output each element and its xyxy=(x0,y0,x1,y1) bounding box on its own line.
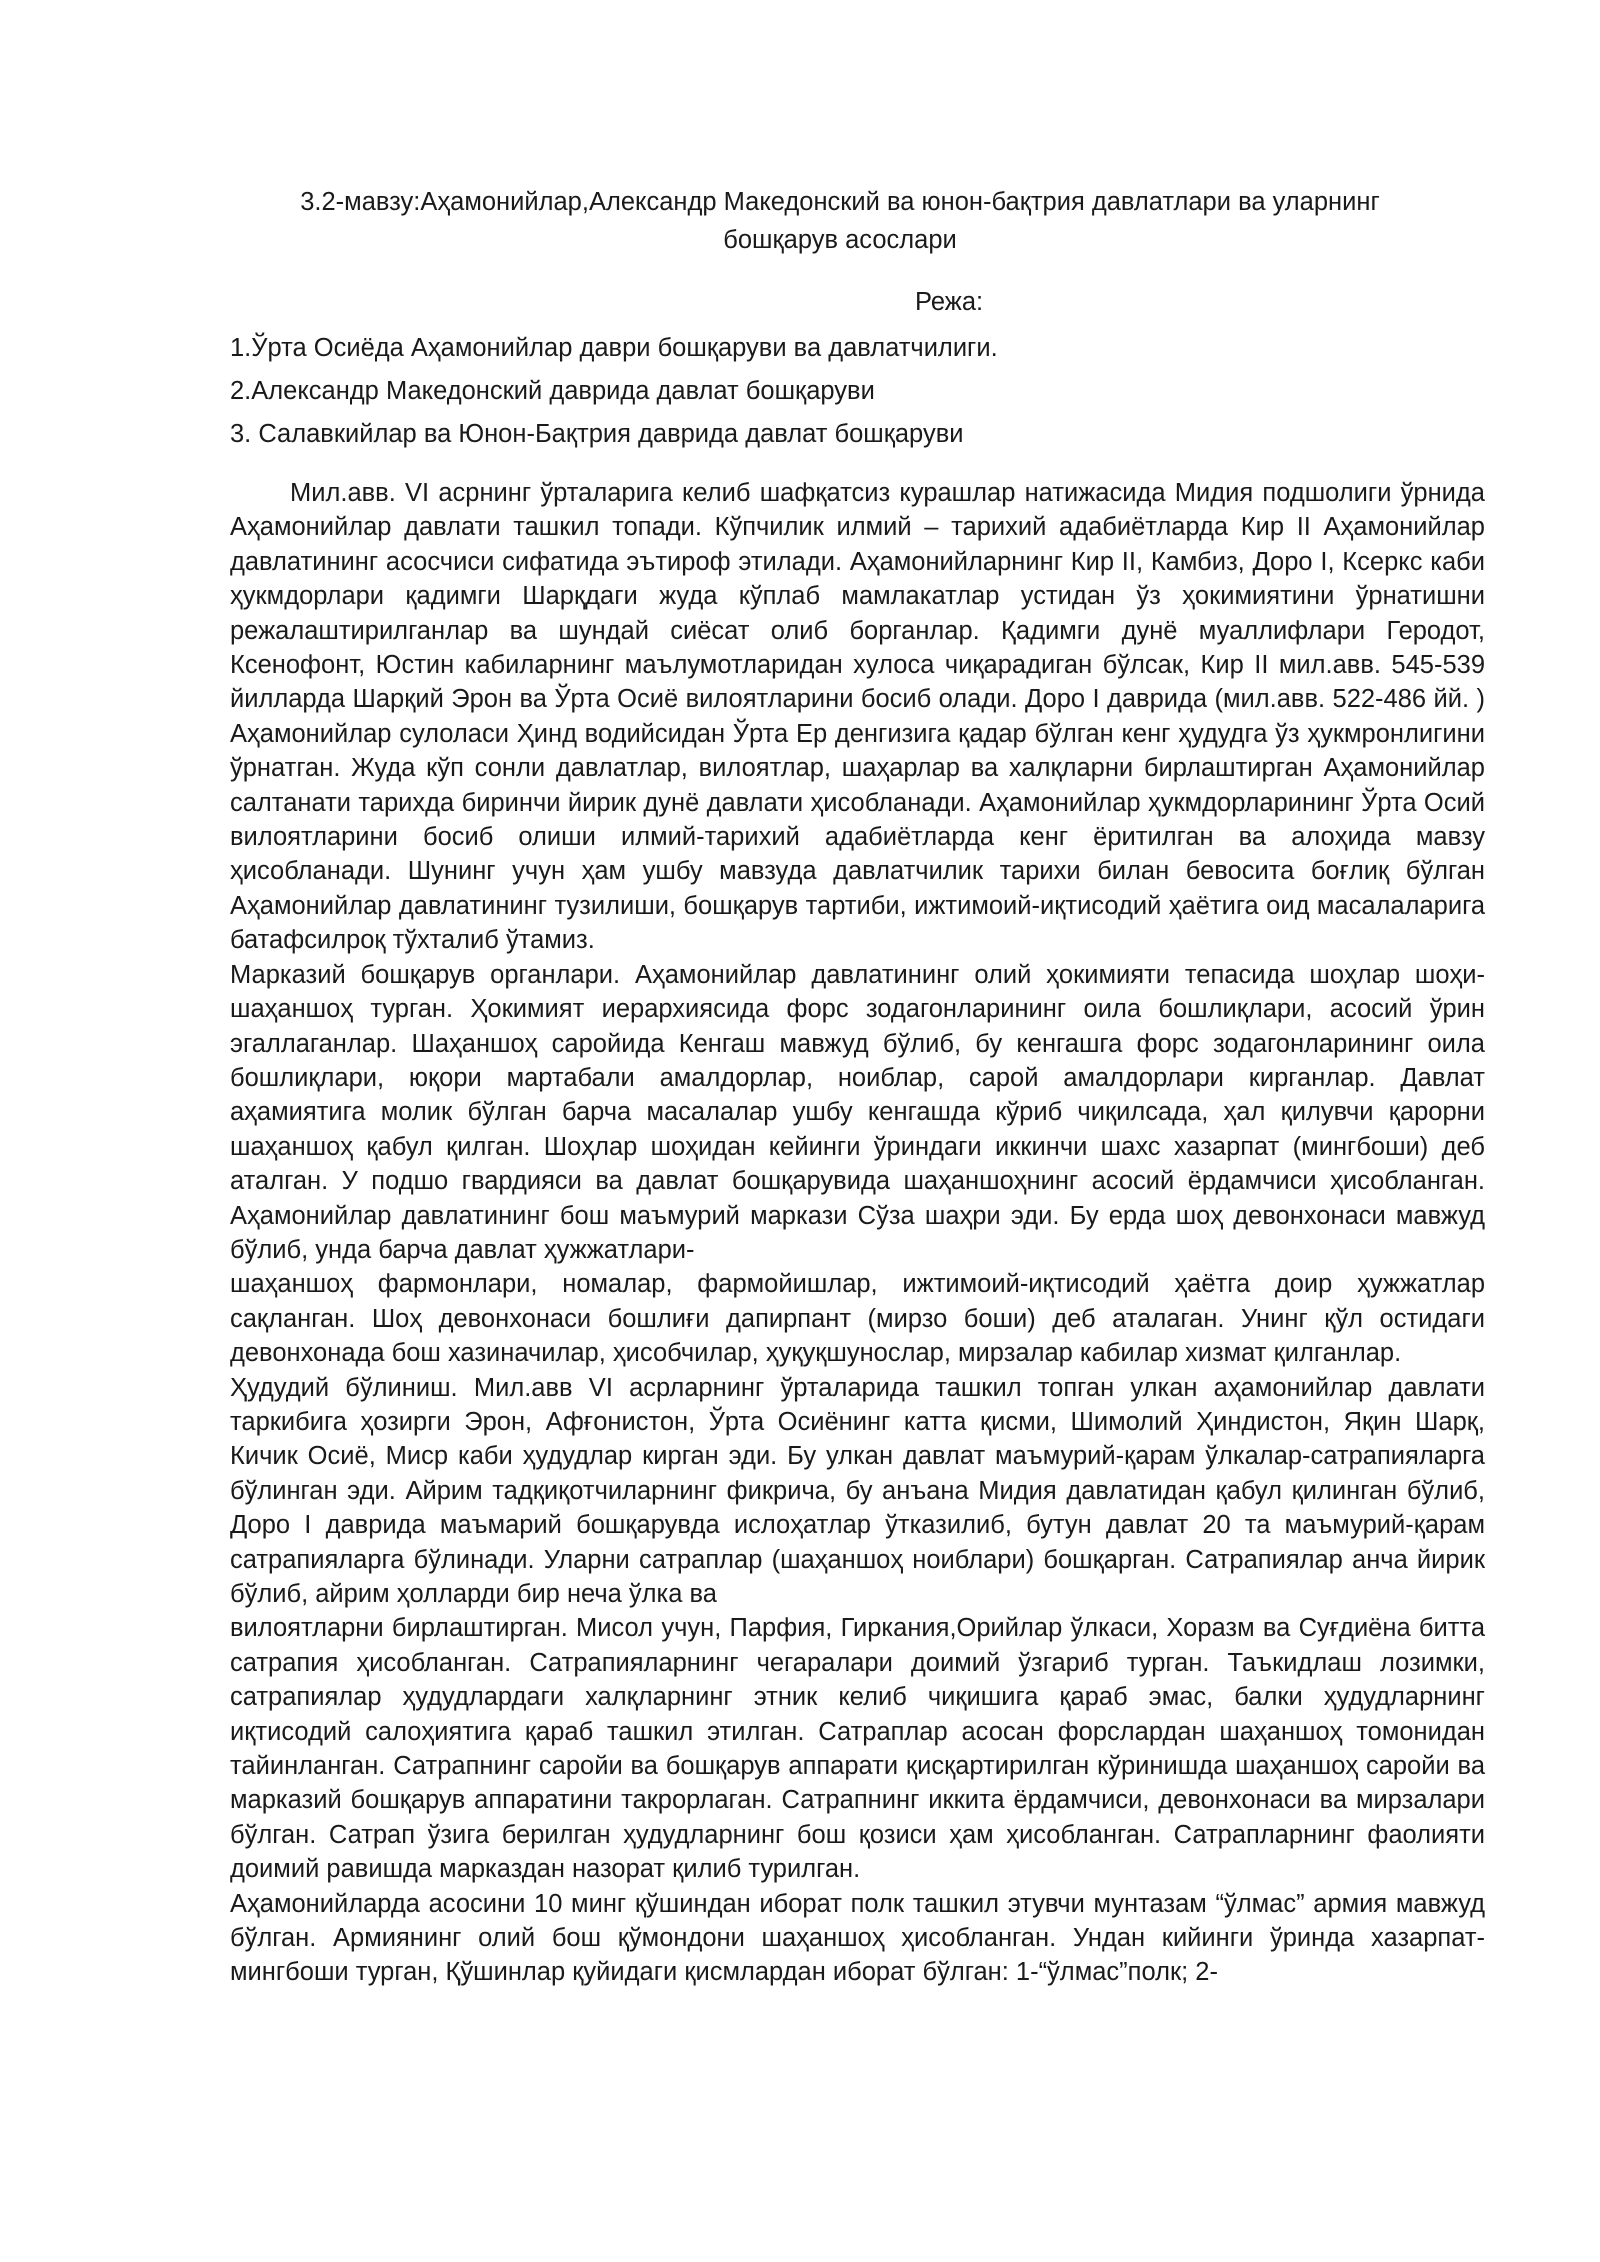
paragraph-army: Аҳамонийларда асосини 10 минг қўшиндан иборат полк ташкил этувчи мунтазам “ўлмас” армия мавжуд бўлган. Армиянинг олий бош қўмондони шаҳаншоҳ ҳисобланган. Ундан кийинги ўринда хазарпат-мингбоши турган, Қўшинлар қуйидаги қисмлардан иборат бўлган: 1-“ўлмас”полк; 2- xyxy=(230,1889,1485,1987)
paragraph-central-administration: Марказий бошқарув органлари. Аҳамонийлар давлатининг олий ҳокимияти тепасида шоҳлар шоҳи-шаҳаншоҳ турган. Ҳокимият иерархиясида форс зодагонларининг оила бошлиқлари, асосий ўрин эгаллаганлар. Шаҳаншоҳ саройида Кенгаш мавжуд бўлиб, бу кенгашга форс зодагонларининг оила бошлиқлари, юқори мартабали амалдорлар, ноиблар, сарой амалдорлари кирганлар. Давлат аҳамиятига молик бўлган барча масалалар ушбу кенгашда кўриб чиқилсада, ҳал қилувчи қарорни шаҳаншоҳ қабул қилган. Шоҳлар шоҳидан кейинги ўриндаги иккинчи шахс хазарпат (мингбоши) деб аталган. У подшо гвардияси ва давлат бошқарувида шаҳаншоҳнинг асосий ёрдамчиси ҳисобланган. Аҳамонийлар давлатининг бош маъмурий маркази Сўза шаҳри эди. Бу ерда шоҳ девонхонаси мавжуд бўлиб, унда барча давлат ҳужжатлари- xyxy=(230,960,1485,1264)
plan-heading: Режа: xyxy=(915,288,984,316)
title-line-1: 3.2-мавзу:Аҳамонийлар,Александр Македонский ва юнон-бақтрия давлатлари ва уларнинг xyxy=(300,188,1380,216)
title-line-2: бошқарув асослари xyxy=(723,226,957,254)
paragraph-satrapies: вилоятларни бирлаштирган. Мисол учун, Парфия, Гиркания,Орийлар ўлкаси, Хоразм ва Суғдиёна битта сатрапия ҳисобланган. Сатрапияларнинг чегаралари доимий ўзгариб турган. Таъкидлаш лозимки, сатрапиялар ҳудудлардаги халқларнинг этник келиб чиқишига қараб эмас, балки ҳудудларнинг иқтисодий салоҳиятига қараб ташкил этилган. Сатраплар асосан форслардан шаҳаншоҳ томонидан тайинланган. Сатрапнинг саройи ва бошқарув аппарати қисқартирилган кўринишда шаҳаншоҳ саройи ва марказий бошқарув аппаратини такрорлаган. Сатрапнинг иккита ёрдамчиси, девонхонаси ва мирзалари бўлган. Сатрап ўзига берилган ҳудудларнинг бош қозиси ҳам ҳисобланган. Сатрапларнинг фаолияти доимий равишда марказдан назорат қилиб турилган. xyxy=(230,1614,1485,1884)
paragraph-chancellery: шаҳаншоҳ фармонлари, номалар, фармойишлар, ижтимоий-иқтисодий ҳаётга доир ҳужжатлар сақланган. Шоҳ девонхонаси бошлиғи дапирпант (мирзо боши) деб аталаган. Унинг қўл остидаги девонхонада бош хазиначилар, ҳисобчилар, ҳуқуқшунослар, мирзалар кабилар хизмат қилганлар. xyxy=(230,1270,1485,1368)
plan-item-2: 2.Александр Македонский даврида давлат бошқаруви xyxy=(230,377,875,405)
paragraph-intro: Мил.авв. VI асрнинг ўрталарига келиб шафқатсиз курашлар натижасида Мидия подшолиги ўрнида Аҳамонийлар давлати ташкил топади. Кўпчилик илмий – тарихий адабиётларда Кир II Аҳамонийлар давлатининг асосчиси сифатида эътироф этилади. Аҳамонийларнинг Кир II, Камбиз, Доро I, Ксеркс каби ҳукмдорлари қадимги Шарқдаги жуда кўплаб мамлакатлар устидан ўз ҳокимиятини ўрнатишни режалаштирилганлар ва шундай сиёсат олиб борганлар. Қадимги дунё муаллифлари Геродот, Ксенофонт, Юстин кабиларнинг маълумотларидан хулоса чиқарадиган бўлсак, Кир II мил.авв. 545-539 йилларда Шарқий Эрон ва Ўрта Осиё вилоятларини босиб олади. Доро I даврида (мил.авв. 522-486 йй. ) Аҳамонийлар сулоласи Ҳинд водийсидан Ўрта Ер денгизига қадар бўлган кенг ҳудудга ўз ҳукмронлигини ўрнатган. Жуда кўп сонли давлатлар, вилоятлар, шаҳарлар ва халқларни бирлаштирган Аҳамонийлар салтанати тарихда биринчи йирик дунё давлати ҳисобланади. Аҳамонийлар ҳукмдорларининг Ўрта Осий вилоятларини босиб олиши илмий-тарихий адабиётларда кенг ёритилган ва алоҳида мавзу ҳисобланади. Шунинг учун ҳам ушбу мавзуда давлатчилик тарихи билан бевосита боғлиқ бўлган Аҳамонийлар давлатининг тузилиши, бошқарув тартиби, ижтимоий-иқтисодий ҳаётига оид масалаларига батафсилроқ тўхталиб ўтамиз. xyxy=(230,479,1485,955)
plan-item-1: 1.Ўрта Осиёда Аҳамонийлар даври бошқаруви ва давлатчилиги. xyxy=(230,334,998,362)
document-title xyxy=(230,183,1450,259)
paragraph-territorial-division: Ҳудудий бўлиниш. Мил.авв VI асрларнинг ўрталарида ташкил топган улкан аҳамонийлар давлати таркибига ҳозирги Эрон, Афғонистон, Ўрта Осиёнинг катта қисми, Шимолий Ҳиндистон, Яқин Шарқ, Кичик Осиё, Миср каби ҳудудлар кирган эди. Бу улкан давлат маъмурий-қарам ўлкалар-сатрапияларга бўлинган эди. Айрим тадқиқотчиларнинг фикрича, бу анъана Мидия давлатидан қабул қилинган бўлиб, Доро I даврида маъмарий бошқарувда ислоҳатлар ўтказилиб, бутун давлат 20 та маъмурий-қарам сатрапияларга бўлинади. Уларни сатраплар (шаҳаншоҳ ноиблари) бошқарган. Сатрапиялар анча йирик бўлиб, айрим ҳолларди бир неча ўлка ва xyxy=(230,1373,1485,1608)
body-text xyxy=(230,476,1485,1990)
plan-item-3: 3. Салавкийлар ва Юнон-Бақтрия даврида давлат бошқаруви xyxy=(230,420,964,448)
plan-list xyxy=(230,327,998,456)
